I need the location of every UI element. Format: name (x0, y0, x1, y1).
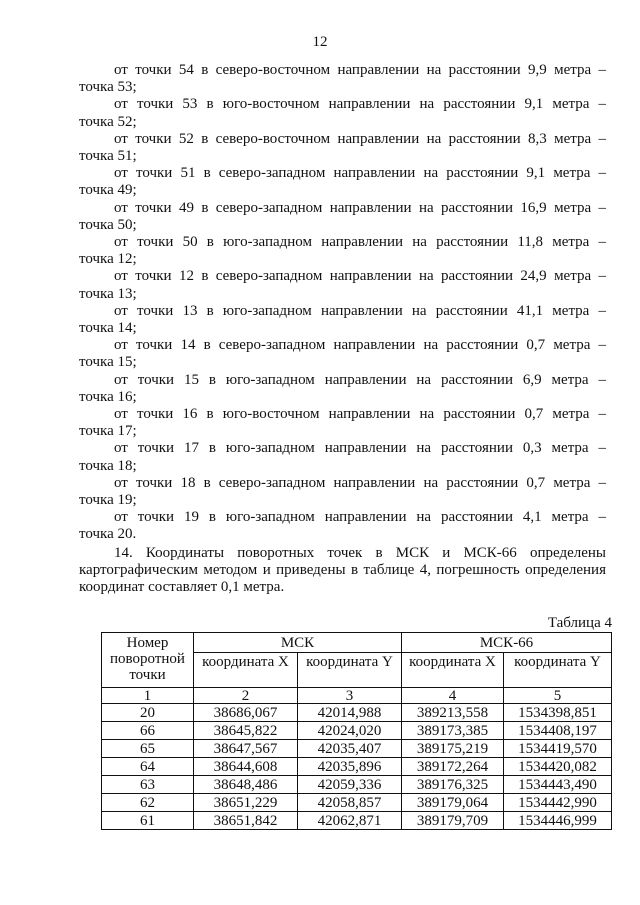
column-number: 4 (402, 688, 504, 704)
paragraph-14 (79, 545, 606, 597)
msk66-y-cell: 1534443,490 (504, 776, 612, 794)
msk-y-cell: 42059,336 (298, 776, 402, 794)
table-caption: Таблица 4 (547, 615, 612, 631)
table-row (102, 812, 612, 830)
msk66-x-cell: 389175,219 (402, 740, 504, 758)
msk-x-cell: 38645,822 (194, 722, 298, 740)
table-row (102, 776, 612, 794)
msk66-x-cell: 389173,385 (402, 722, 504, 740)
route-item-line: от точки 50 в юго-западном направлении на расстоянии 11,8 метра – (114, 234, 606, 251)
msk-y-cell: 42024,020 (298, 722, 402, 740)
coordinates-table (101, 632, 612, 830)
column-number: 5 (504, 688, 612, 704)
paragraph-14-line-2: картографическим методом и приведены в таблице 4, погрешность определения (79, 561, 606, 578)
point-number-cell: 65 (102, 740, 194, 758)
route-item-line: от точки 15 в юго-западном направлении на расстоянии 6,9 метра – (114, 371, 606, 388)
document-body (79, 62, 606, 596)
msk66-y-cell: 1534446,999 (504, 812, 612, 830)
table-row (102, 794, 612, 812)
table-row (102, 704, 612, 722)
header-msk66-y: координата Y (504, 653, 612, 688)
route-item-target: точка 51; (79, 148, 137, 165)
point-number-cell: 66 (102, 722, 194, 740)
table-body (102, 688, 612, 830)
route-item-target: точка 15; (79, 354, 137, 371)
msk-x-cell: 38686,067 (194, 704, 298, 722)
column-number: 3 (298, 688, 402, 704)
header-group-msk66: МСК-66 (402, 633, 612, 653)
route-item-target: точка 52; (79, 113, 137, 130)
msk66-x-cell: 389179,709 (402, 812, 504, 830)
table-row (102, 722, 612, 740)
table-row (102, 758, 612, 776)
msk66-x-cell: 389172,264 (402, 758, 504, 776)
point-number-cell: 20 (102, 704, 194, 722)
route-item-line: от точки 54 в северо-восточном направлении на расстоянии 9,9 метра – (114, 62, 606, 78)
route-item-line: от точки 18 в северо-западном направлении на расстоянии 0,7 метра – (114, 474, 606, 491)
paragraph-14-line-3: координат составляет 0,1 метра. (79, 579, 285, 596)
route-item-line: от точки 53 в юго-восточном направлении на расстоянии 9,1 метра – (114, 96, 606, 113)
point-number-cell: 61 (102, 812, 194, 830)
column-number: 2 (194, 688, 298, 704)
route-item-line: от точки 19 в юго-западном направлении на расстоянии 4,1 метра – (114, 509, 606, 526)
route-item-target: точка 18; (79, 457, 137, 474)
route-item-line: от точки 13 в юго-западном направлении на расстоянии 41,1 метра – (114, 302, 606, 319)
route-item-line: от точки 17 в юго-западном направлении на расстоянии 0,3 метра – (114, 440, 606, 457)
route-item-line: от точки 52 в северо-восточном направлении на расстоянии 8,3 метра – (114, 130, 606, 147)
header-point-number: Номер поворотной точки (102, 633, 194, 688)
header-group-msk: МСК (194, 633, 402, 653)
msk-y-cell: 42014,988 (298, 704, 402, 722)
column-number: 1 (102, 688, 194, 704)
route-item-target: точка 16; (79, 388, 137, 405)
route-item-target: точка 14; (79, 320, 137, 337)
msk66-y-cell: 1534419,570 (504, 740, 612, 758)
column-number-row (102, 688, 612, 704)
msk-y-cell: 42058,857 (298, 794, 402, 812)
point-number-cell: 62 (102, 794, 194, 812)
msk-y-cell: 42062,871 (298, 812, 402, 830)
msk66-y-cell: 1534408,197 (504, 722, 612, 740)
msk-x-cell: 38651,229 (194, 794, 298, 812)
route-item-line: от точки 14 в северо-западном направлении на расстоянии 0,7 метра – (114, 337, 606, 354)
msk66-x-cell: 389213,558 (402, 704, 504, 722)
route-item-line: от точки 12 в северо-западном направлении на расстоянии 24,9 метра – (114, 268, 606, 285)
msk66-x-cell: 389176,325 (402, 776, 504, 794)
header-msk-y: координата Y (298, 653, 402, 688)
msk-x-cell: 38644,608 (194, 758, 298, 776)
route-item-target: точка 49; (79, 182, 137, 199)
page-number: 12 (312, 34, 328, 50)
msk-y-cell: 42035,896 (298, 758, 402, 776)
header-msk-x: координата X (194, 653, 298, 688)
route-item-line: от точки 16 в юго-восточном направлении на расстоянии 0,7 метра – (114, 406, 606, 423)
header-msk66-x: координата X (402, 653, 504, 688)
paragraph-14-line-1: 14. Координаты поворотных точек в МСК и МСК-66 определены (114, 544, 606, 561)
route-description-list (79, 62, 606, 544)
msk-y-cell: 42035,407 (298, 740, 402, 758)
point-number-cell: 64 (102, 758, 194, 776)
route-item-target: точка 12; (79, 251, 137, 268)
msk66-x-cell: 389179,064 (402, 794, 504, 812)
route-item-target: точка 13; (79, 285, 137, 302)
route-item-line: от точки 49 в северо-западном направлении на расстоянии 16,9 метра – (114, 199, 606, 216)
msk-x-cell: 38647,567 (194, 740, 298, 758)
point-number-cell: 63 (102, 776, 194, 794)
route-item-target: точка 50; (79, 216, 137, 233)
route-item-line: от точки 51 в северо-западном направлении на расстоянии 9,1 метра – (114, 165, 606, 182)
msk66-y-cell: 1534442,990 (504, 794, 612, 812)
msk66-y-cell: 1534398,851 (504, 704, 612, 722)
route-item-target: точка 20. (79, 526, 137, 543)
route-item-target: точка 17; (79, 423, 137, 440)
msk66-y-cell: 1534420,082 (504, 758, 612, 776)
route-item-target: точка 19; (79, 492, 137, 509)
route-item-target: точка 53; (79, 79, 137, 96)
msk-x-cell: 38648,486 (194, 776, 298, 794)
msk-x-cell: 38651,842 (194, 812, 298, 830)
table-row (102, 740, 612, 758)
